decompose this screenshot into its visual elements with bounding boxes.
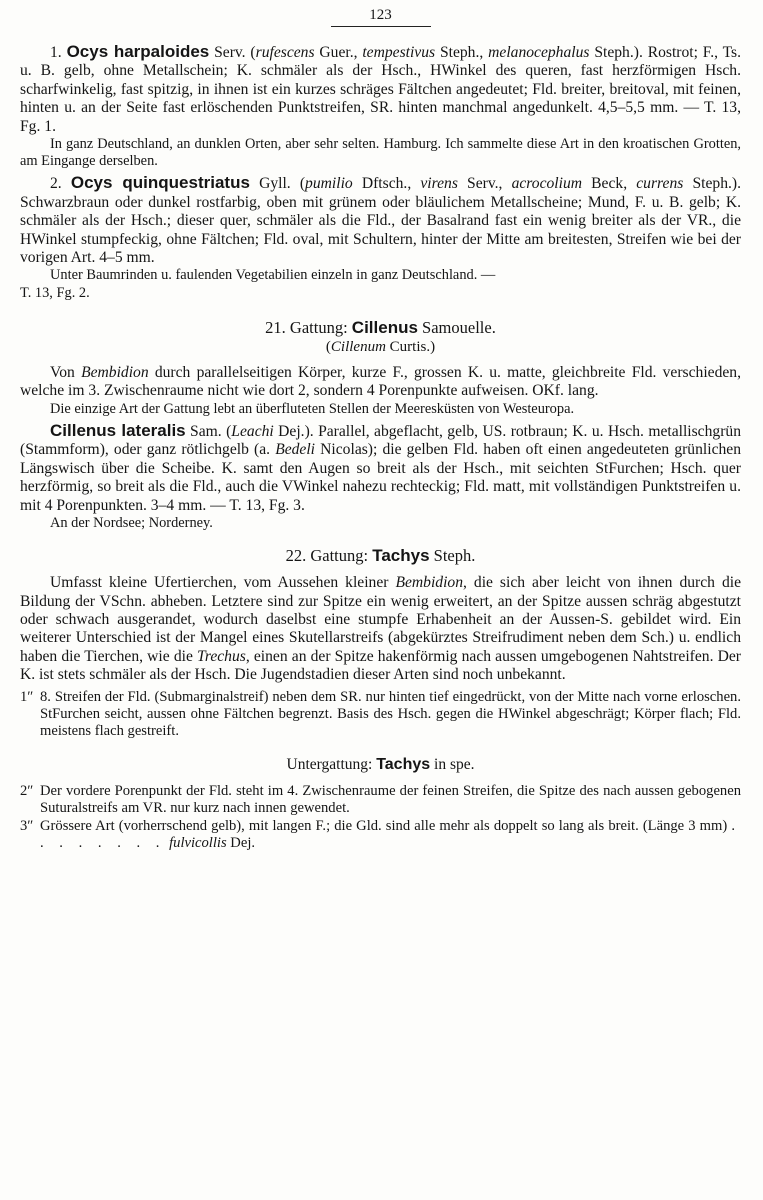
genus-description-cillenus: [20, 364, 741, 401]
genus-name: Cillenus: [351, 317, 418, 337]
synonym: Cillenum: [330, 338, 386, 355]
subheading-text: Curtis.): [385, 338, 436, 355]
couplet-text-body: Grössere Art (vorherrschend gelb), mit langen F.; die Gld. sind alle mehr als doppelt so lang als breit. (Länge 3 mm): [40, 817, 728, 834]
heading-text: Samouelle.: [417, 317, 496, 337]
entry-text: Nicolas); die gelben Fld. haben oft einen angedeuteten grünlichen Längswisch über die Scheibe. K. samt den Augen so breit als der Hsch., mit seichten StFurchen; Hsch. quer herzförmig, so breit als die Fld., auch die VWinkel nahezu rechteckig; Fld. matt, mit vollständigen Punktstreifen u. mit 4 Porenpunkten. 3–4 mm. — T. 13, Fg. 3.: [20, 441, 742, 514]
couplet-text: [40, 818, 741, 853]
genus-reference: Bembidion: [395, 574, 464, 592]
subheading-text: (: [325, 338, 331, 355]
distribution-note: [20, 267, 741, 301]
genus-heading-cillenus: [20, 318, 741, 338]
entry-text: Steph.,: [435, 44, 489, 61]
synonym: rufescens: [255, 44, 315, 61]
synonym: currens: [636, 175, 684, 193]
subgenus-heading: [20, 755, 741, 775]
heading-text: 22. Gattung:: [285, 546, 373, 566]
distribution-note: In ganz Deutschland, an dunklen Orten, aber sehr selten. Hamburg. Ich sammelte diese Art in den kroatischen Grotten, am Eingange derselben.: [20, 136, 741, 170]
species-name: Ocys harpaloides: [66, 42, 210, 61]
distribution-note: An der Nordsee; Norderney.: [50, 514, 213, 531]
page-number: 123: [369, 7, 392, 23]
entry-text: Von: [50, 363, 82, 381]
entry-text: Gyll. (: [249, 175, 306, 193]
entry-text: Sam. (: [185, 422, 232, 440]
entry-text: , einen an der Spitze hakenförmig nach aussen umgebogenen Nahtstreifen. Der K. ist stets schmäler als der Hsch. Die Jugendstadien dieser Arten sind noch unbekannt.: [20, 647, 741, 684]
genus-description-tachys: [20, 574, 741, 684]
genus-heading-tachys: [20, 546, 741, 566]
couplet-text: Der vordere Porenpunkt der Fld. steht im 4. Zwischenraume der feinen Streifen, die Spitze des nach aussen gebogenen Suturalstreifs am VR. nur kurz nach innen gewendet.: [40, 782, 741, 817]
entry-cillenus-lateralis: [20, 422, 741, 515]
genus-reference: Bembidion: [81, 363, 149, 381]
synonym: Bedeli: [275, 441, 316, 459]
entry-text: durch parallelseitigen Körper, kurze F., grossen K. u. matte, gleichbreite Fld. verschieden, welche im 3. Zwischenraume nicht wie dort 2, sondern 4 Porenpunkte aufweisen. OKf. lang.: [20, 363, 741, 400]
distribution-note: Die einzige Art der Gattung lebt an überfluteten Stellen der Meeresküsten von Westeuropa.: [50, 400, 575, 417]
key-couplet-3: [20, 818, 741, 853]
entry-text: Serv.,: [457, 175, 512, 193]
entry-text: Steph.). Rostrot; F., Ts. u. B. gelb, ohne Metallschein; K. schmäler als der Hsch., HWinkel des queren, fast herzförmigen Hsch. scharfwinkelig, fast spitzig, in ihnen ist ein kurzes schräges Fältchen angedeutet; Fld. breiter, breitoval, mit feinen, hinten u. an der Seite fast erlöschenden Punktstreifen, SR. hinten manchmal angedunkelt. 4,5–5,5 mm. — T. 13, Fg. 1.: [20, 44, 741, 135]
synonym: acrocolium: [511, 175, 583, 193]
genus-synonym-line: [20, 338, 741, 356]
synonym: melanocephalus: [488, 44, 590, 61]
species-name: Cillenus lateralis: [50, 420, 186, 440]
entry-text: Dej.). Parallel, abgeflacht, gelb, US. rotbraun; K. u. Hsch. metallischgrün (Stammform), oder ganz rötlichgelb (a.: [20, 422, 741, 459]
genus-name: Tachys: [372, 546, 430, 566]
synonym: virens: [420, 175, 458, 193]
entry-text: Steph.). Schwarzbraun oder dunkel rostfarbig, oben mit grünem oder bläulichem Metallscheine; Mund, F. u. B. gelb; K. schmäler als der Hsch.; dieser quer, schmäler als die Fld., der Basalrand fast ein wenig breiter als der VR., die HWinkel stumpfeckig, ohne Fältchen; Fld. oval, mit Schultern, hinter der Mitte am breitesten, Streifen wie bei der vorigen Art. 4–5 mm.: [20, 175, 741, 267]
key-couplet-2: [20, 783, 741, 818]
entry-ocys-quinquestriatus: [20, 174, 741, 267]
species-name: Ocys quinquestriatus: [70, 173, 250, 193]
couplet-number: 1″: [20, 688, 34, 705]
leader-dots: . . . . . . . .: [40, 817, 741, 851]
synonym: Leachi: [231, 422, 274, 440]
couplet-text: 8. Streifen der Fld. (Submarginalstreif) neben dem SR. nur hinten tief eingedrückt, von der Mitte nach vorne erloschen. StFurchen seicht, aussen ohne Fältchen begrenzt. Basis des Hsch. gegen die HWinkel abgeschrägt; Körper flach; Fld. meistens flach gestreift.: [40, 688, 741, 740]
couplet-number: 2″: [20, 782, 34, 799]
genus-reference: Trechus: [197, 647, 246, 665]
entry-number: 1.: [50, 44, 62, 61]
subgenus-name: Tachys: [376, 755, 431, 773]
entry-text: Serv. (: [209, 44, 256, 61]
entry-text: , die sich aber leicht von ihnen durch die Bildung der VSchn. abheben. Letztere sind zur Spitze ein wenig erweitert, an der Spitze aussen schräg abgestutzt oder schwach ausgerandet, wodurch daselbst eine stumpfe Erhabenheit an der Aussen-S. gebildet wird. Ein weiterer Unterschied ist der Mangel eines Skutellarstreifs (abgekürztes Streifrudiment neben dem Sch.) u. endlich haben die Tierchen, wie die: [20, 574, 741, 665]
entry-text: Umfasst kleine Ufertierchen, vom Aussehen kleiner: [50, 574, 396, 592]
entry-text: Guer.,: [314, 44, 363, 61]
page-number-rule: [331, 26, 431, 27]
species-author: Dej.: [226, 835, 256, 851]
note-text: T. 13, Fg. 2.: [20, 284, 90, 301]
species-epithet: fulvicollis: [169, 835, 227, 851]
entry-ocys-harpaloides: [20, 43, 741, 136]
synonym: tempestivus: [362, 44, 436, 61]
synonym: pumilio: [305, 175, 353, 193]
entry-number: 2.: [50, 175, 62, 193]
heading-text: in spe.: [430, 755, 475, 773]
heading-text: Untergattung:: [286, 755, 377, 773]
note-text: Unter Baumrinden u. faulenden Vegetabilien einzeln in ganz Deutschland. —: [50, 267, 496, 284]
heading-text: Steph.: [429, 546, 476, 566]
heading-text: 21. Gattung:: [265, 317, 352, 337]
entry-text: Dftsch.,: [352, 175, 421, 193]
couplet-number: 3″: [20, 817, 34, 834]
entry-text: Beck,: [582, 175, 637, 193]
key-couplet-1: [20, 689, 741, 741]
